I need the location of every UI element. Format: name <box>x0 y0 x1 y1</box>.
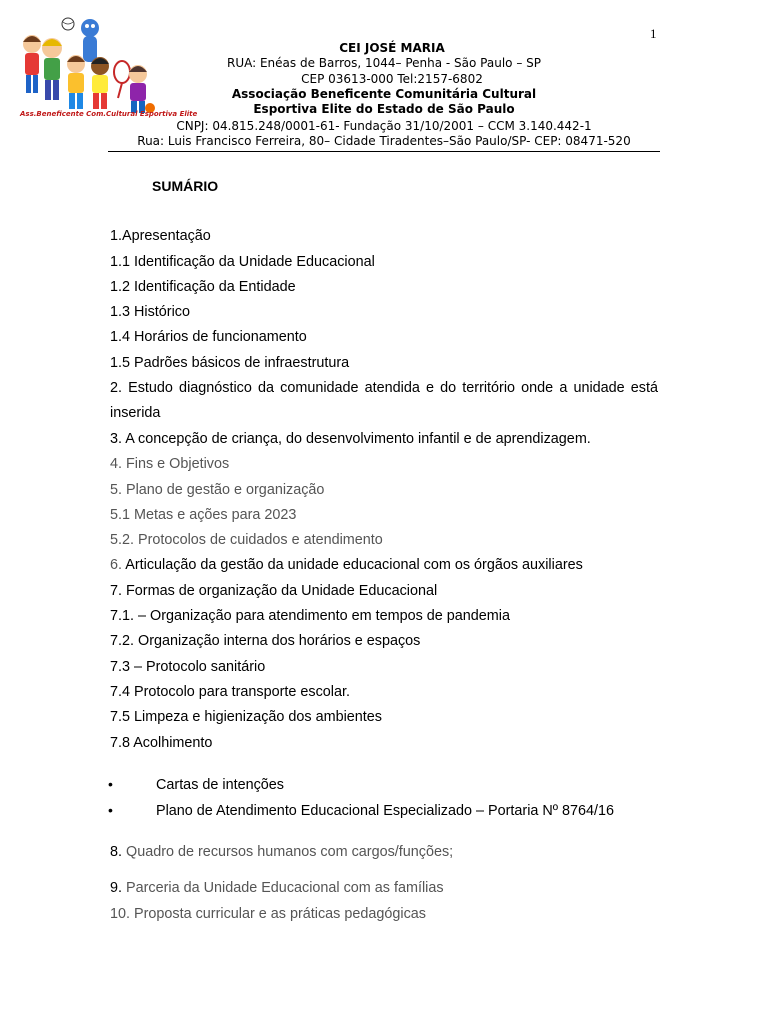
toc-item: 7.1. – Organização para atendimento em tempos de pandemia <box>110 608 510 624</box>
page-number: 1 <box>650 26 657 41</box>
toc-item-text: Parceria da Unidade Educacional com as famílias <box>126 880 444 896</box>
bullet-text: Plano de Atendimento Educacional Especializado – Portaria Nº 8764/16 <box>156 803 615 819</box>
school-title: CEI JOSÉ MARIA <box>339 41 445 55</box>
toc-item: 1.5 Padrões básicos de infraestrutura <box>110 355 350 371</box>
toc-item: 1.Apresentação <box>110 228 211 244</box>
header-divider <box>108 151 660 152</box>
toc-item-text: Proposta curricular e as práticas pedagógicas <box>134 906 426 922</box>
association-cnpj: CNPJ: 04.815.248/0001-61- Fundação 31/10/2001 – CCM 3.140.442-1 <box>176 119 592 133</box>
mascot-head-icon <box>81 19 99 37</box>
toc-item: 1.2 Identificação da Entidade <box>110 279 296 295</box>
association-name-line1: Associação Beneficente Comunitária Cultural <box>231 87 537 101</box>
toc-item: 7. Formas de organização da Unidade Educacional <box>110 583 438 599</box>
bullet-icon: • <box>108 776 113 792</box>
toc-item: 7.5 Limpeza e higienização dos ambientes <box>110 709 382 725</box>
toc-item <box>110 553 658 578</box>
toc-item-number: 8. <box>110 844 123 860</box>
toc-item <box>110 840 658 865</box>
toc-item-number: 10. <box>110 906 131 922</box>
toc-item: 4. Fins e Objetivos <box>110 456 230 472</box>
toc-item-number: 9. <box>110 880 123 896</box>
school-cep-phone: CEP 03613-000 Tel:2157-6802 <box>301 72 483 86</box>
toc-item: 7.3 – Protocolo sanitário <box>110 659 266 675</box>
summary-heading: SUMÁRIO <box>152 178 219 194</box>
bullet-icon: • <box>108 802 113 818</box>
bullet-text: Cartas de intenções <box>156 777 284 793</box>
toc-item: 5.2. Protocolos de cuidados e atendimento <box>110 532 383 548</box>
toc-item-number: 6. <box>110 557 123 573</box>
toc-item-text: Articulação da gestão da unidade educacional com os órgãos auxiliares <box>125 557 583 573</box>
school-address: RUA: Enéas de Barros, 1044– Penha - São Paulo – SP <box>227 56 541 70</box>
toc-item: 1.3 Histórico <box>110 304 190 320</box>
toc-item: 5.1 Metas e ações para 2023 <box>110 507 297 523</box>
logo-caption: Ass.Beneficente Com.Cultural Esportiva Elite <box>20 110 198 118</box>
toc-item: 1.4 Horários de funcionamento <box>110 329 307 345</box>
toc-item: 5. Plano de gestão e organização <box>110 482 325 498</box>
toc-item <box>110 902 658 927</box>
bullet-item <box>108 798 614 824</box>
toc-item: 7.8 Acolhimento <box>110 735 213 751</box>
toc-item: 3. A concepção de criança, do desenvolvimento infantil e de aprendizagem. <box>110 431 591 447</box>
bullet-item <box>108 772 284 798</box>
association-address: Rua: Luis Francisco Ferreira, 80– Cidade Tiradentes–São Paulo/SP- CEP: 08471-520 <box>137 134 631 148</box>
toc-item <box>110 876 658 901</box>
toc-item: 7.4 Protocolo para transporte escolar. <box>110 684 350 700</box>
toc-item-text: Quadro de recursos humanos com cargos/funções; <box>126 844 454 860</box>
toc-item: 2. Estudo diagnóstico da comunidade atendida e do território onde a unidade está inserida <box>110 380 658 421</box>
toc-item: 1.1 Identificação da Unidade Educacional <box>110 254 375 270</box>
toc-item: 7.2. Organização interna dos horários e espaços <box>110 633 421 649</box>
association-name-line2: Esportiva Elite do Estado de São Paulo <box>253 102 515 116</box>
